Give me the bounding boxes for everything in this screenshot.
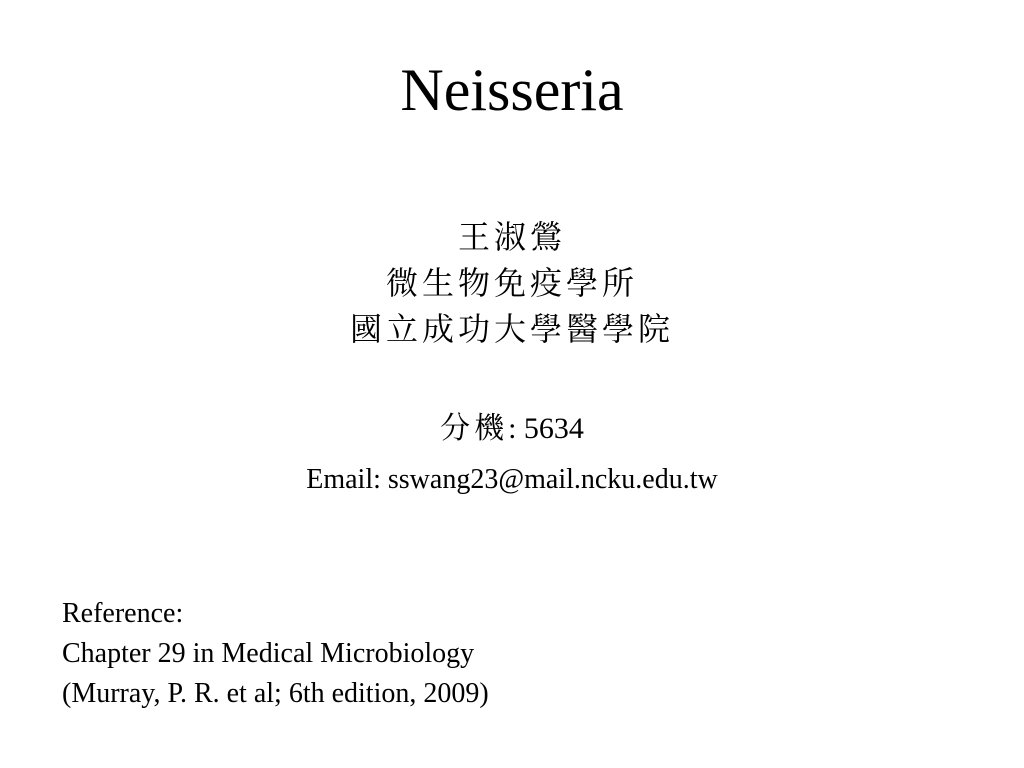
author-block	[0, 214, 1024, 352]
email-address: sswang23@mail.ncku.edu.tw	[387, 464, 718, 495]
author-department: 微生物免疫學所	[385, 265, 638, 301]
reference-heading: Reference:	[62, 598, 184, 629]
author-institution: 國立成功大學醫學院	[349, 311, 674, 347]
slide-title: Neisseria	[400, 57, 624, 123]
reference-line-1: Chapter 29 in Medical Microbiology	[62, 638, 475, 669]
reference-block	[62, 594, 962, 714]
email-label: Email:	[306, 464, 388, 495]
extension-separator: :	[508, 412, 524, 445]
extension-number: 5634	[523, 412, 584, 445]
reference-line-2: (Murray, P. R. et al; 6th edition, 2009)	[62, 678, 489, 709]
extension-label: 分機	[440, 412, 509, 445]
contact-email	[0, 460, 1024, 500]
contact-extension	[0, 408, 1024, 450]
author-name: 王淑鶯	[457, 219, 566, 255]
